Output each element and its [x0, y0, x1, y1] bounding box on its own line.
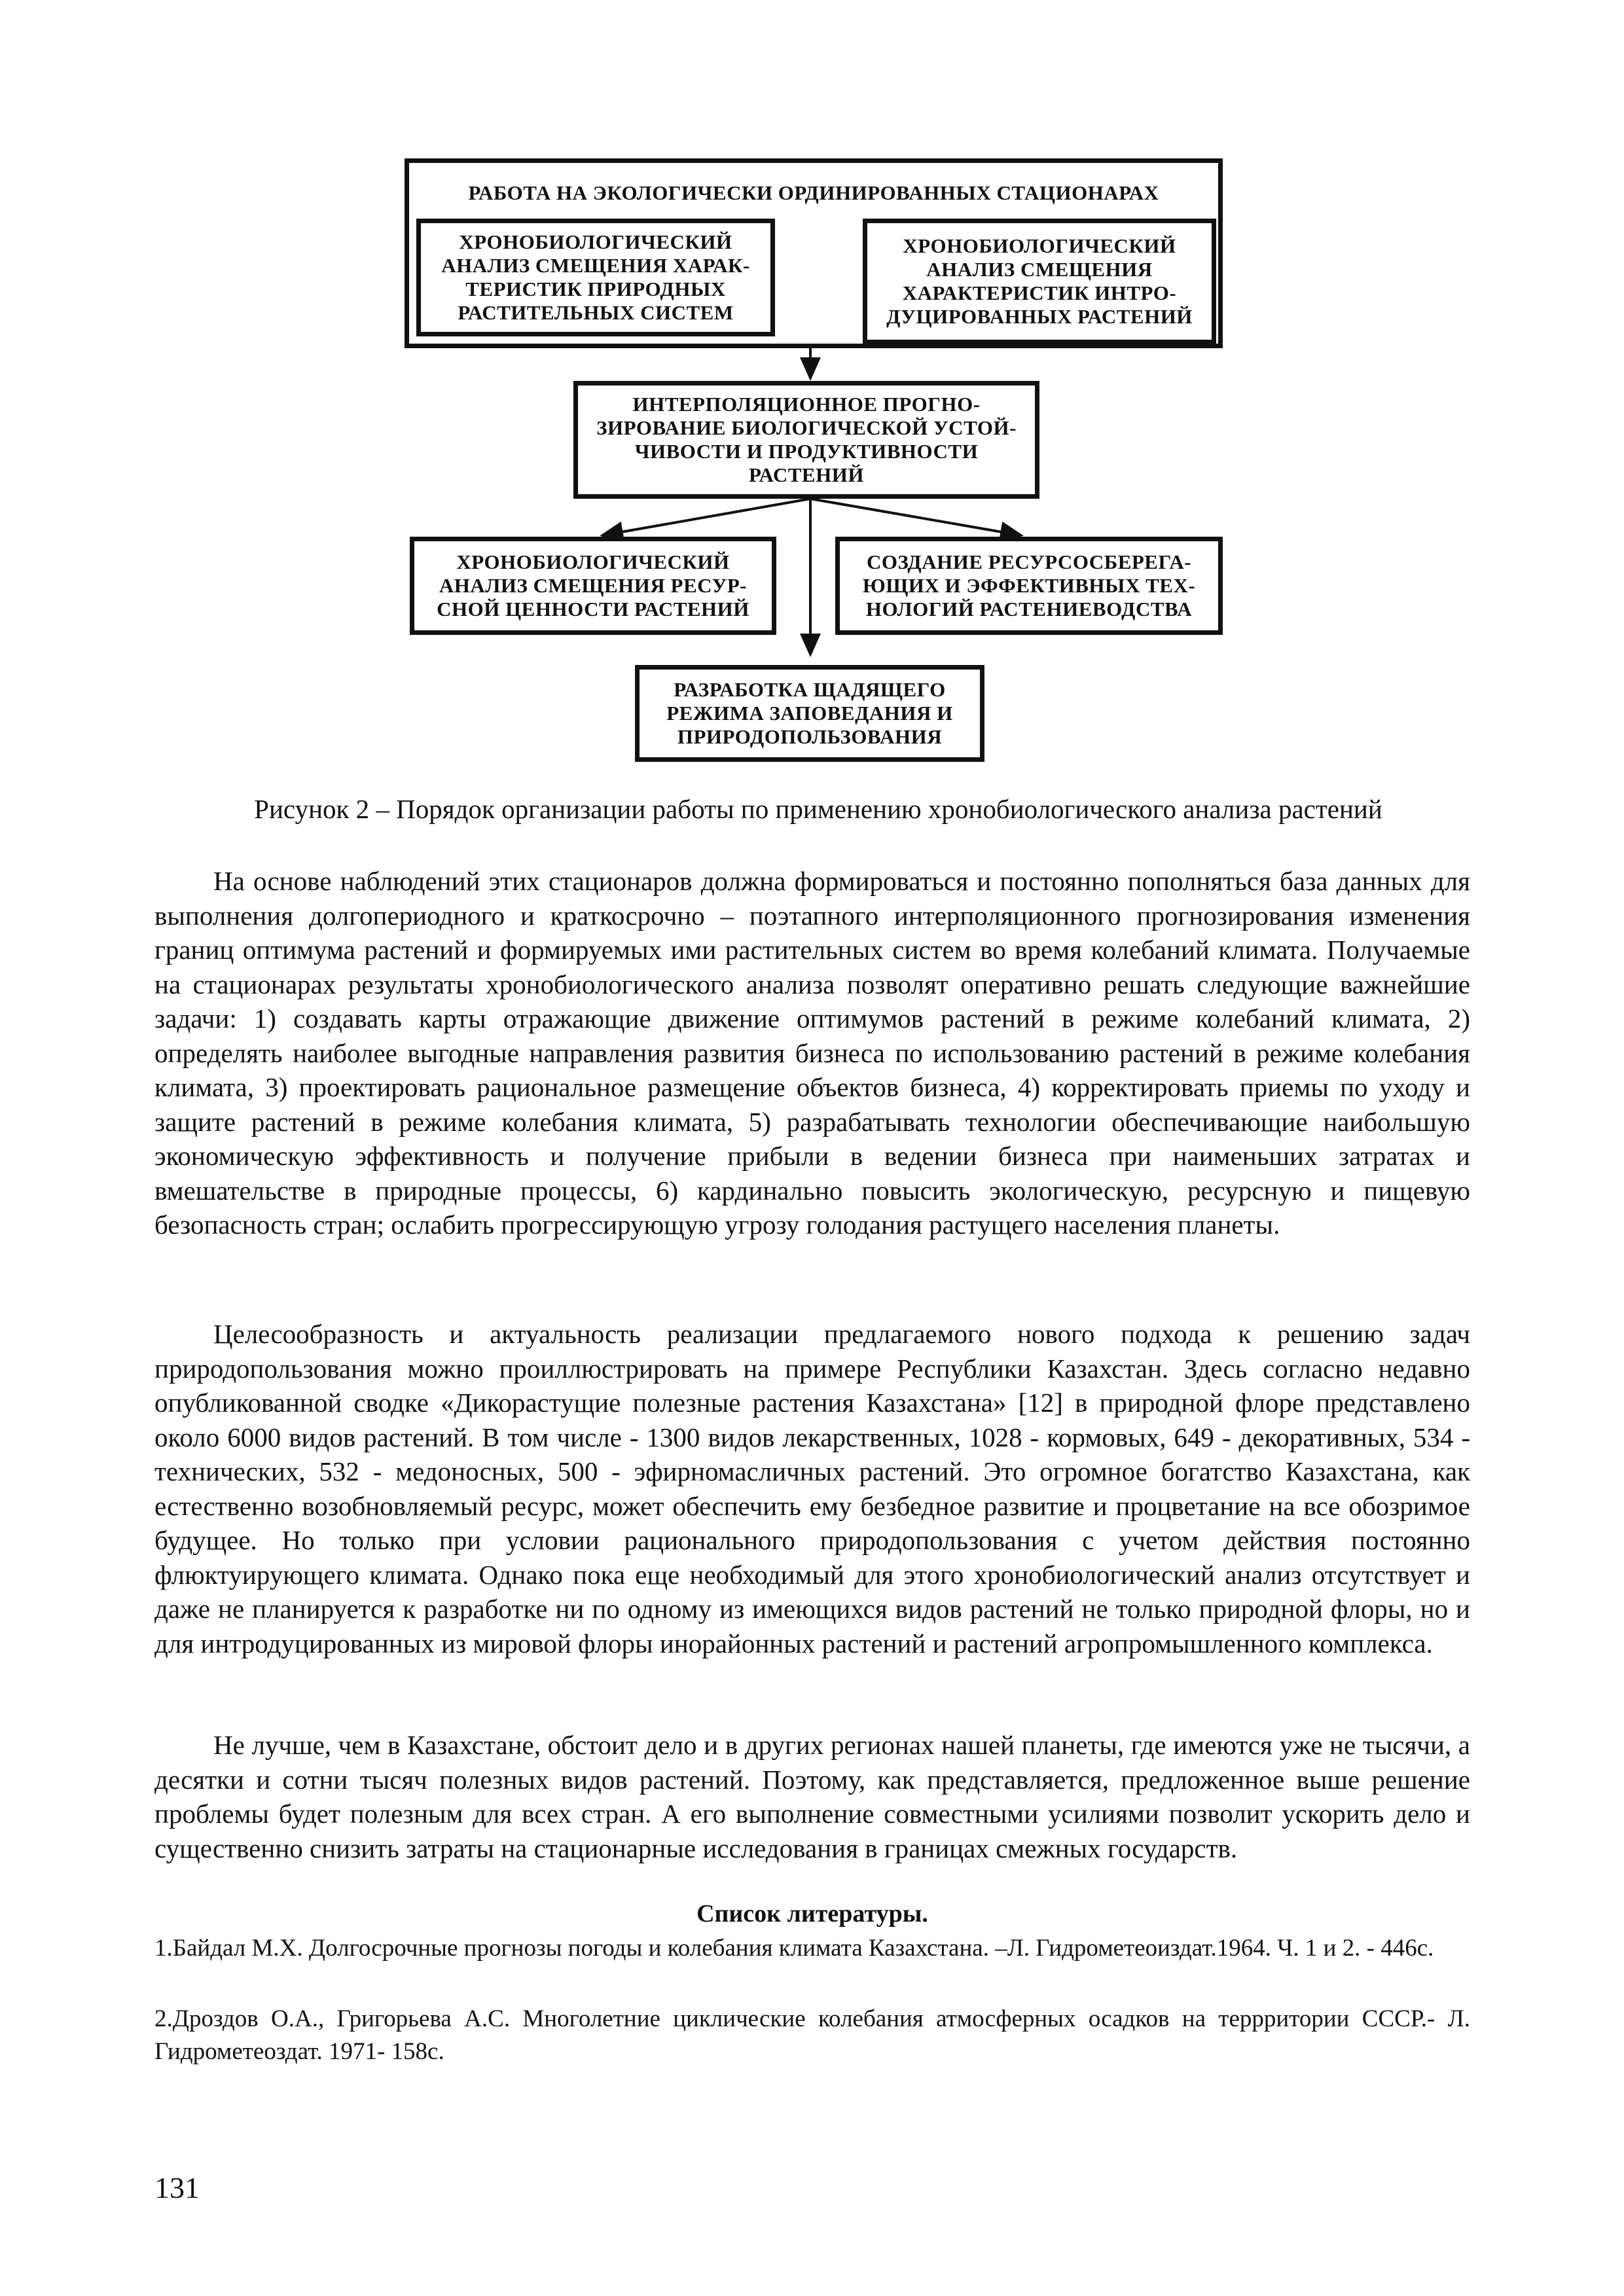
- paragraph-1: На основе наблюдений этих стационаров должна формироваться и постоянно пополняться база данных для выполнения долгопериодного и краткосрочно – поэтапного интерполяционного прогнозирования изменения границ оптимума растений и формируемых ими растительных систем во время колебаний климата. Получаемые на стационарах результаты хронобиологического анализа позволят оперативно решать следующие важнейшие задачи: 1) создавать карты отражающие движение оптимумов растений в режиме колебаний климата, 2) определять наиболее выгодные направления развития бизнеса по использованию растений в режиме колебания климата, 3) проектировать рациональное размещение объектов бизнеса, 4) корректировать приемы по уходу и защите растений в режиме колебания климата, 5) разрабатывать технологии обеспечивающие наибольшую экономическую эффективность и получение прибыли в ведении бизнеса при наименьших затратах и вмешательстве в природные процессы, 6) кардинально повысить экологическую, ресурсную и пищевую безопасность стран; ослабить прогрессирующую угрозу голодания растущего населения планеты.: [154, 866, 1470, 1240]
- box-resource-value-label: ХРОНОБИОЛОГИЧЕСКИЙ АНАЛИЗ СМЕЩЕНИЯ РЕСУР- СНОЙ ЦЕННОСТИ РАСТЕНИЙ: [437, 550, 749, 620]
- box-introduced-plants-label: ХРОНОБИОЛОГИЧЕСКИЙ АНАЛИЗ СМЕЩЕНИЯ ХАРАКТЕРИСТИК ИНТРО- ДУЦИРОВАННЫХ РАСТЕНИЙ: [886, 234, 1193, 328]
- box-technologies: [835, 537, 1223, 635]
- box-protection-regime: [635, 665, 984, 762]
- references-title: Список литературы.: [696, 1900, 928, 1928]
- box-natural-systems-label: ХРОНОБИОЛОГИЧЕСКИЙ АНАЛИЗ СМЕЩЕНИЯ ХАРАК- ТЕРИСТИК ПРИРОДНЫХ РАСТИТЕЛЬНЫХ СИСТЕМ: [441, 230, 750, 324]
- box-interpolation-forecast-label: ИНТЕРПОЛЯЦИОННОЕ ПРОГНО- ЗИРОВАНИЕ БИОЛОГИЧЕСКОЙ УСТОЙ- ЧИВОСТИ И ПРОДУКТИВНОСТИ РАСТЕНИЙ: [596, 393, 1017, 486]
- outer-box-title: РАБОТА НА ЭКОЛОГИЧЕСКИ ОРДИНИРОВАННЫХ СТАЦИОНАРАХ: [468, 181, 1159, 204]
- box-resource-value: [410, 537, 776, 635]
- arrow-to-technologies: [810, 499, 1021, 535]
- figure-caption: Рисунок 2 – Порядок организации работы по применению хронобиологического анализа растений: [254, 794, 1382, 824]
- box-introduced-plants: [863, 219, 1216, 344]
- reference-item-1: 1.Байдал М.Х. Долгосрочные прогнозы погоды и колебания климата Казахстана. –Л. Гидрометеоиздат.1964. Ч. 1 и 2. - 446с.: [154, 1935, 1434, 1962]
- box-technologies-label: СОЗДАНИЕ РЕСУРСОСБЕРЕГА- ЮЩИХ И ЭФФЕКТИВНЫХ ТЕХ- НОЛОГИЙ РАСТЕНИЕВОДСТВА: [862, 550, 1196, 620]
- box-interpolation-forecast: [573, 381, 1039, 499]
- box-protection-regime-label: РАЗРАБОТКА ЩАДЯЩЕГО РЕЖИМА ЗАПОВЕДАНИЯ И ПРИРОДОПОЛЬЗОВАНИЯ: [666, 678, 953, 748]
- page-number: 131: [154, 2171, 200, 2204]
- reference-item-2: 2.Дроздов О.А., Григорьева А.С. Многолетние циклические колебания атмосферных осадков на террритории СССР.- Л. Гидрометеоздат. 1971- 158с.: [154, 2005, 1470, 2065]
- box-natural-systems: [416, 219, 775, 336]
- arrow-to-resource-value: [602, 499, 810, 535]
- paragraph-2: Целесообразность и актуальность реализации предлагаемого нового подхода к решению задач природопользования можно проиллюстрировать на примере Республики Казахстан. Здесь согласно недавно опубликованной сводке «Дикорастущие полезные растения Казахстана» [12] в природной флоре представлено около 6000 видов растений. В том числе - 1300 видов лекарственных, 1028 - кормовых, 649 - декоративных, 534 - технических, 532 - медоносных, 500 - эфирномасличных растений. Это огромное богатство Казахстана, как естественно возобновляемый ресурс, может обеспечить ему безбедное развитие и процветание на все обозримое будущее. Но только при условии рационального природопользования с учетом действия постоянно флюктуирующего климата. Однако пока еще необходимый для этого хронобиологический анализ отсутствует и даже не планируется к разработке ни по одному из имеющихся видов растений не только природной флоры, но и для интродуцированных из мировой флоры инорайонных растений и растений агропромышленного комплекса.: [154, 1319, 1470, 1659]
- flow-diagram: [0, 0, 1624, 772]
- paragraph-3: Не лучше, чем в Казахстане, обстоит дело и в других регионах нашей планеты, где имеются уже не тысячи, а десятки и сотни тысяч полезных видов растений. Поэтому, как представляется, предложенное выше решение проблемы будет полезным для всех стран. А его выполнение совместными усилиями позволит ускорить дело и существенно снизить затраты на стационарные исследования в границах смежных государств.: [154, 1730, 1470, 1863]
